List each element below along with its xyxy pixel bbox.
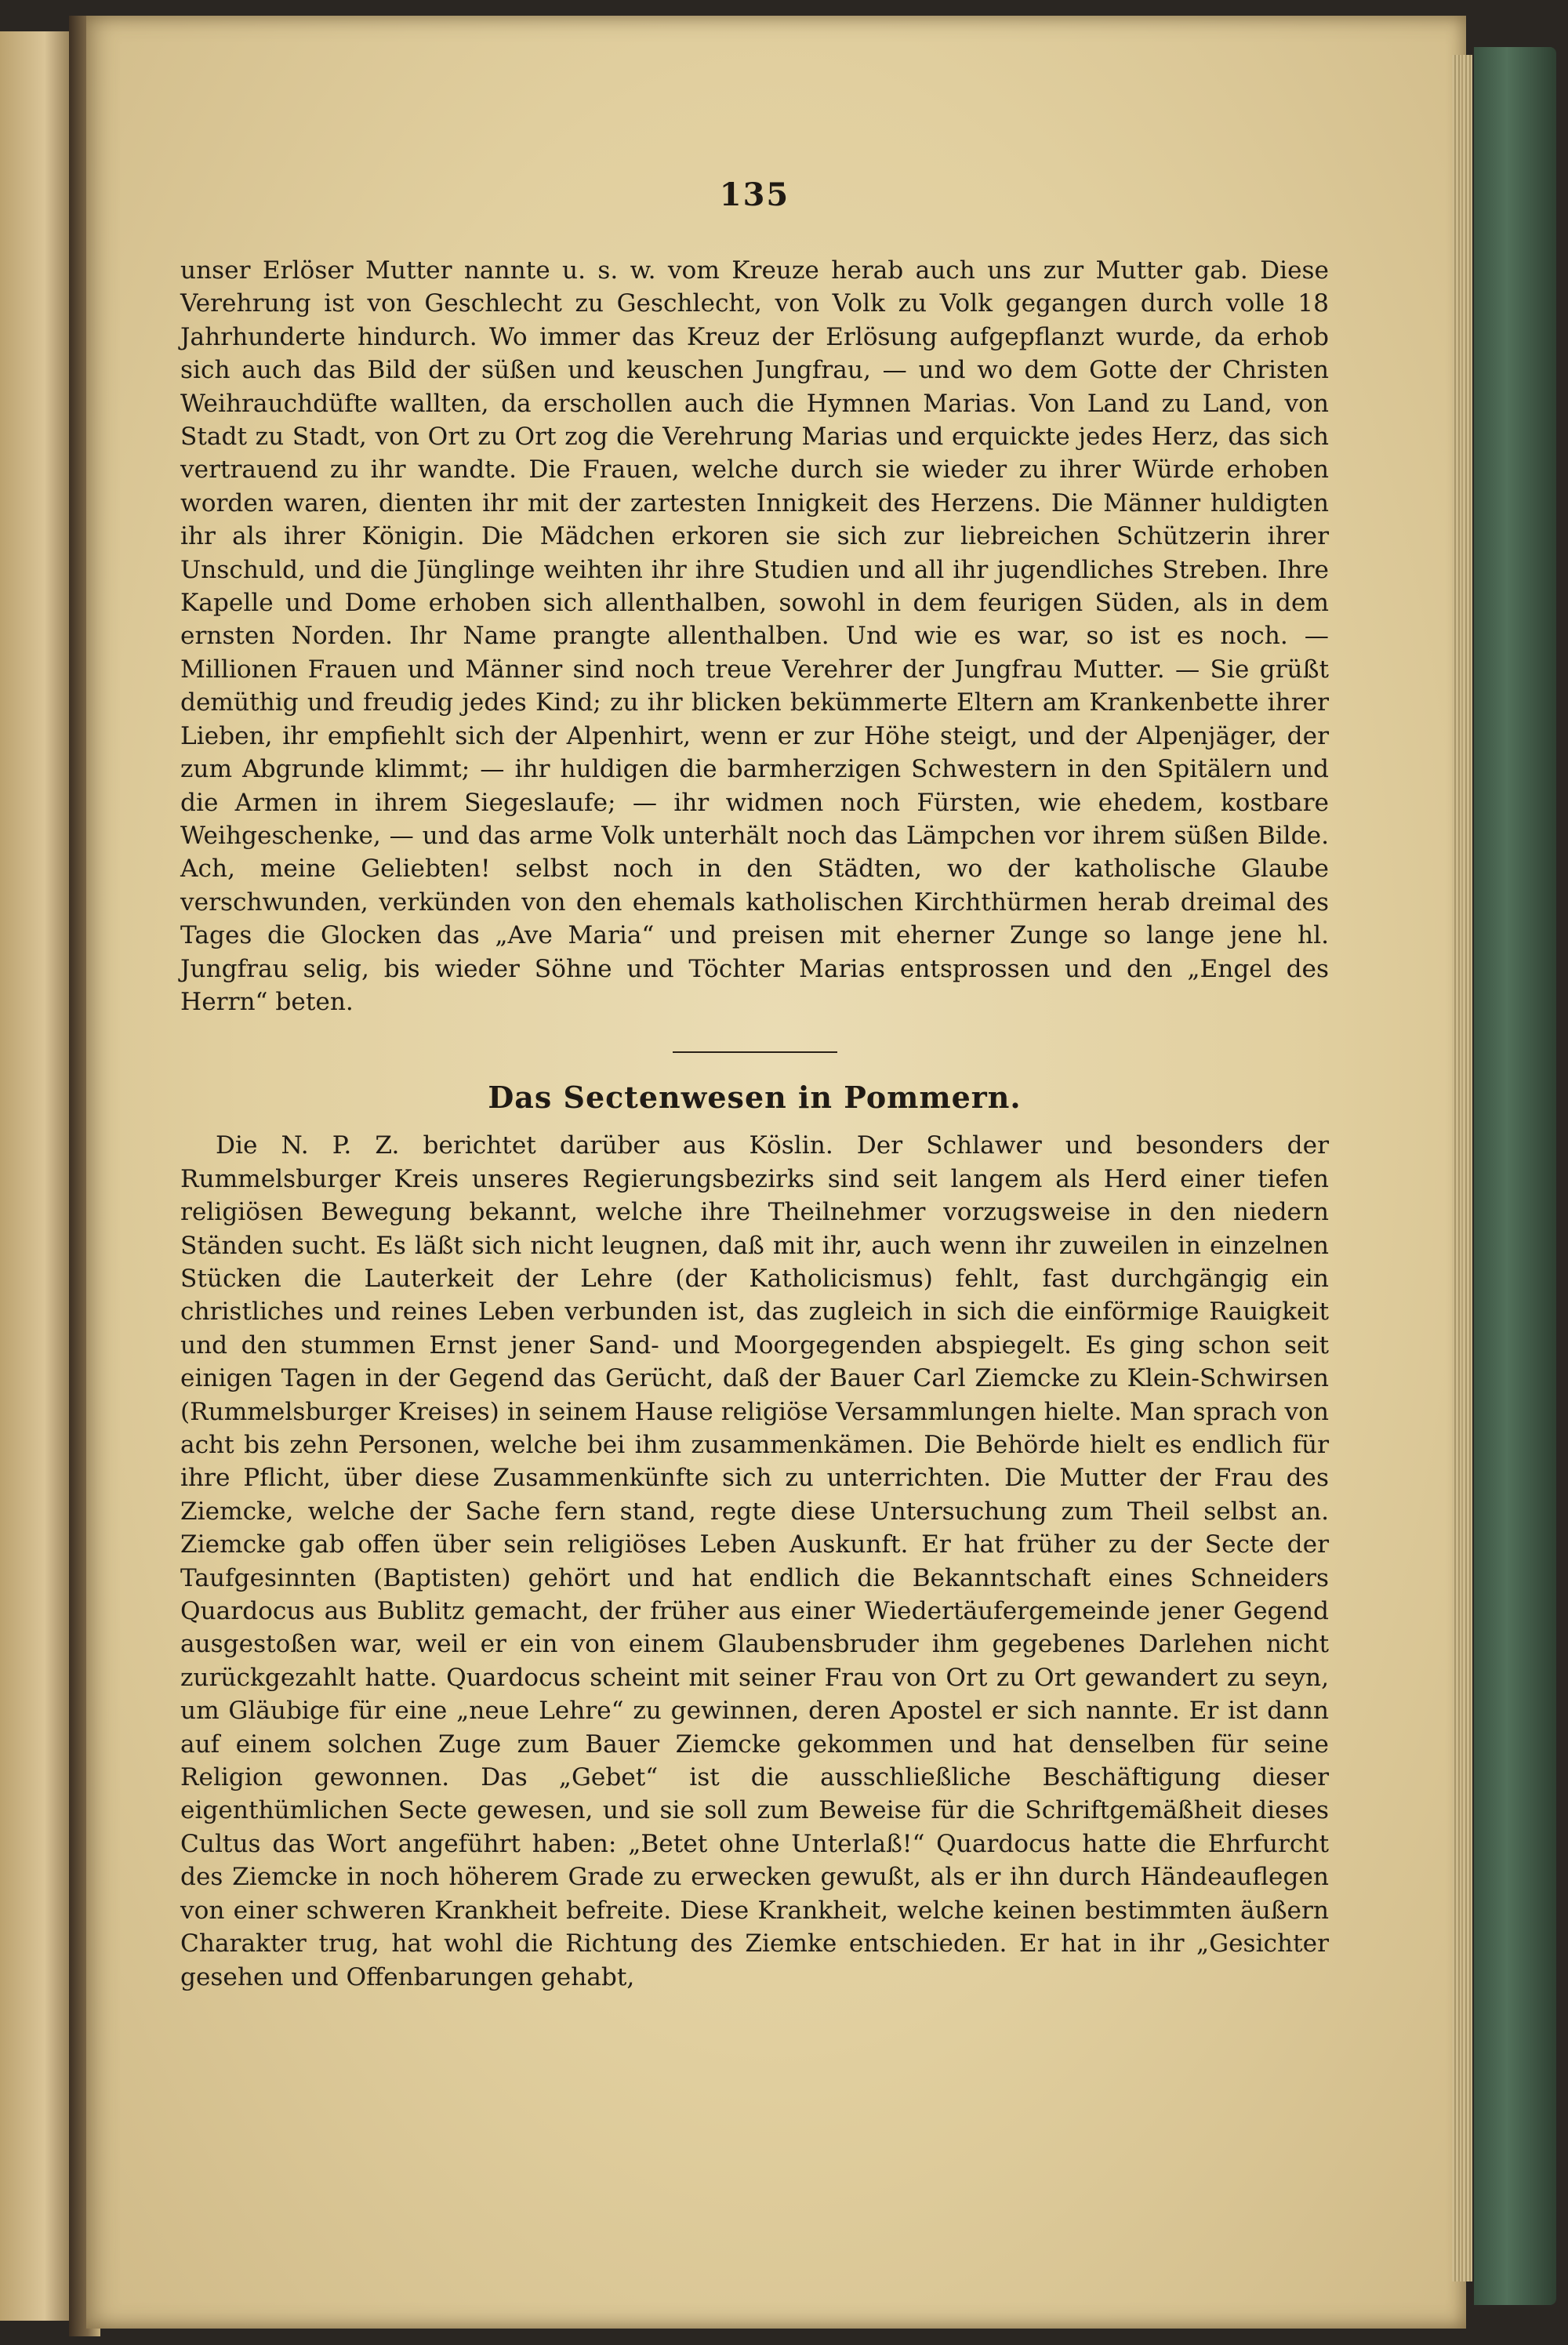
page-number: 135 — [719, 176, 790, 213]
paragraph-continuation: unser Erlöser Mutter nannte u. s. w. vom Kreuze herab auch uns zur Mutter gab. Diese Verehrung ist von Geschlecht zu Geschlecht, von Volk zu Volk gegangen durch volle 18 Jahrhunderte hindurch. Wo immer das Kreuz der Erlösung aufgepflanzt wurde, da erhob sich auch das Bild der süßen und keuschen Jungfrau, — und wo dem Gotte der Christen Weihrauchdüfte wallten, da erschollen auch die Hymnen Marias. Von Land zu Land, von Stadt zu Stadt, von Ort zu Ort zog die Verehrung Marias und erquickte jedes Herz, das sich vertrauend zu ihr wandte. Die Frauen, welche durch sie wieder zu ihrer Würde erhoben worden waren, dienten ihr mit der zartesten Innigkeit des Herzens. Die Männer huldigten ihr als ihrer Königin. Die Mädchen erkoren sie sich zur liebreichen Schützerin ihrer Unschuld, und die Jünglinge weihten ihr ihre Studien und all ihr jugendliches Streben. Ihre Kapelle und Dome erhoben sich allenthalben, sowohl in dem feurigen Süden, als in dem ernsten Norden. Ihr Name prangte allenthalben. Und wie es war, so ist es noch. — Millionen Frauen und Männer sind noch treue Verehrer der Jungfrau Mutter. — Sie grüßt demüthig und freudig jedes Kind; zu ihr blicken bekümmerte Eltern am Krankenbette ihrer Lieben, ihr empfiehlt sich der Alpenhirt, wenn er zur Höhe steigt, und der Alpenjäger, der zum Abgrunde klimmt; — ihr huldigen die barmherzigen Schwestern in den Spitälern und die Armen in ihrem Siegeslaufe; — ihr widmen noch Fürsten, wie ehedem, kostbare Weihgeschenke, — und das arme Volk unterhält noch das Lämpchen vor ihrem süßen Bilde. Ach, meine Geliebten! selbst noch in den Städten, wo der katholische Glaube verschwunden, verkünden von den ehemals katholischen Kirchthürmen herab dreimal des Tages die Glocken das „Ave Maria“ und preisen mit eherner Zunge so lange jene hl. Jungfrau selig, bis wieder Söhne und Töchter Marias entsprossen und den „Engel des Herrn“ beten. — [180, 256, 1329, 1016]
section-heading: Das Sectenwesen in Pommern. — [488, 1080, 1022, 1116]
page-text-block — [180, 176, 1329, 1994]
page-edges — [1452, 55, 1461, 2281]
book-cover — [1474, 47, 1556, 2305]
section-divider — [673, 1051, 837, 1053]
page-edges — [1463, 55, 1472, 2281]
article-paragraph: Die N. P. Z. berichtet darüber aus Köslin. Der Schlawer und besonders der Rummelsburger Kreis unseres Regierungsbezirks sind seit langem als Herd einer tiefen religiösen Bewegung bekannt, welche ihre Theilnehmer vorzugsweise in den niedern Ständen sucht. Es läßt sich nicht leugnen, daß mit ihr, auch wenn ihr zuweilen in einzelnen Stücken die Lauterkeit der Lehre (der Katholicismus) fehlt, fast durchgängig ein christliches und reines Leben verbunden ist, das zugleich in sich die einförmige Rauigkeit und den stummen Ernst jener Sand- und Moorgegenden abspiegelt. Es ging schon seit einigen Tagen in der Gegend das Gerücht, daß der Bauer Carl Ziemcke zu Klein-Schwirsen (Rummelsburger Kreises) in seinem Hause religiöse Versammlungen hielte. Man sprach von acht bis zehn Personen, welche bei ihm zusammenkämen. Die Behörde hielt es endlich für ihre Pflicht, über diese Zusammenkünfte sich zu unterrichten. Die Mutter der Frau des Ziemcke, welche der Sache fern stand, regte diese Untersuchung zum Theil selbst an. Ziemcke gab offen über sein religiöses Leben Auskunft. Er hat früher zu der Secte der Taufgesinnten (Baptisten) gehört und hat endlich die Bekanntschaft eines Schneiders Quardocus aus Bublitz gemacht, der früher aus einer Wiedertäufergemeinde jener Gegend ausgestoßen war, weil er ein von einem Glaubensbruder ihm gegebenes Darlehen nicht zurückgezahlt hatte. Quardocus scheint mit seiner Frau von Ort zu Ort gewandert zu seyn, um Gläubige für eine „neue Lehre“ zu gewinnen, deren Apostel er sich nannte. Er ist dann auf einem solchen Zuge zum Bauer Ziemcke gekommen und hat denselben für seine Religion gewonnen. Das „Gebet“ ist die ausschließliche Beschäftigung dieser eigenthümlichen Secte gewesen, und sie soll zum Beweise für die Schriftgemäßheit dieses Cultus das Wort angeführt haben: „Betet ohne Unterlaß!“ Quardocus hatte die Ehrfurcht des Ziemcke in noch höherem Grade zu erwecken gewußt, als er ihn durch Händeauflegen von einer schweren Krankheit befreite. Diese Krankheit, welche keinen bestimmten äußern Charakter trug, hat wohl die Richtung des Ziemke entschieden. Er hat in ihr „Gesichter gesehen und Offenbarungen gehabt, — [180, 1131, 1329, 1991]
left-page-margin — [0, 31, 74, 2321]
